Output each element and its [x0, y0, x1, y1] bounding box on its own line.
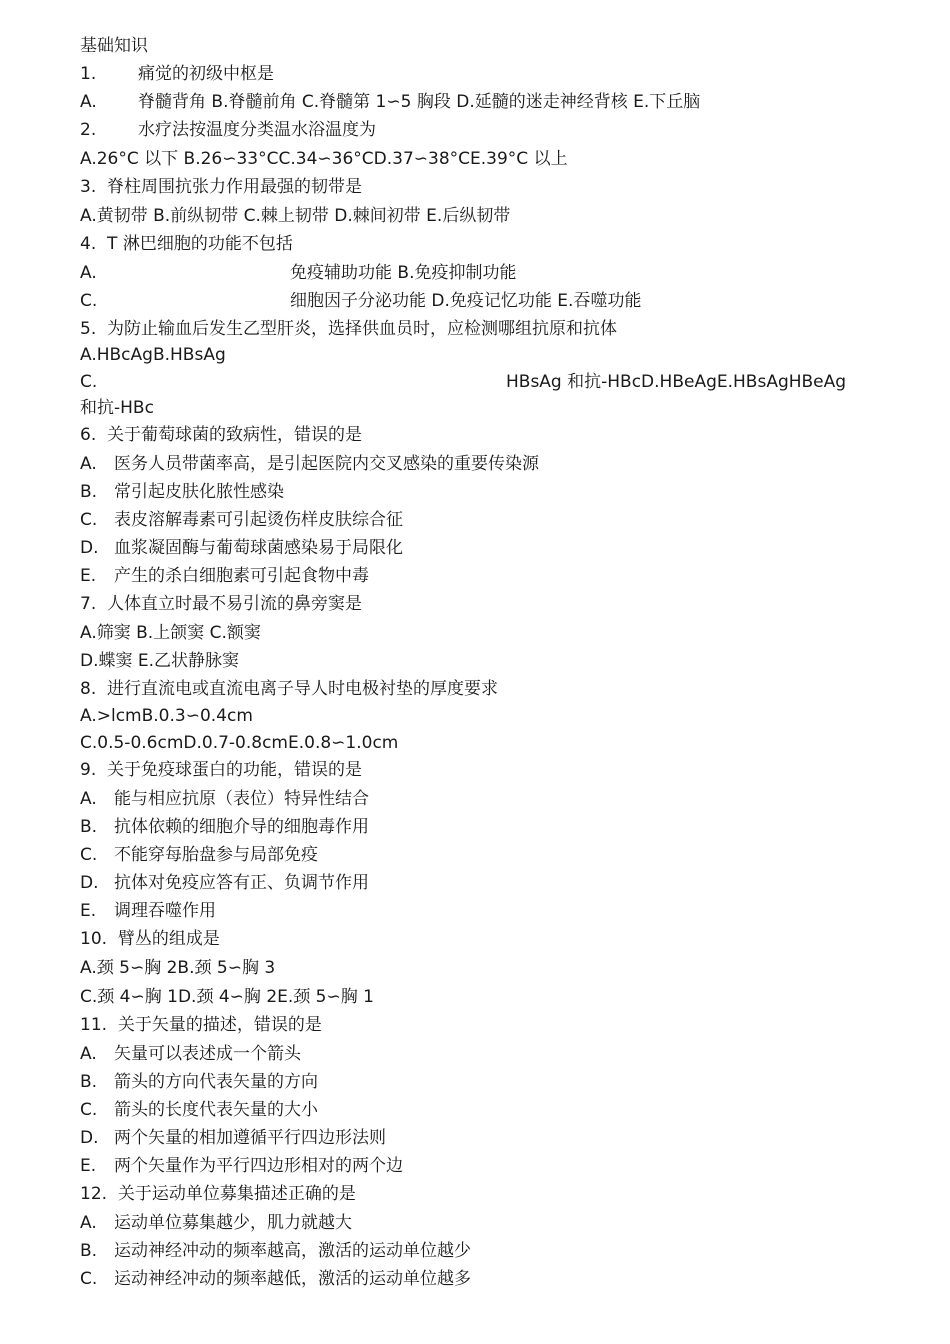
question-12-option — [80, 1268, 471, 1290]
question-10-options-row-1: A.颈 5∽胸 2B.颈 5∽胸 3 — [80, 958, 276, 978]
question-9-option — [80, 844, 318, 866]
question-1-text: 痛觉的初级中枢是 — [138, 64, 274, 84]
question-12-option — [80, 1240, 471, 1262]
question-1-option-label: A. — [80, 92, 97, 112]
question-10-stem: 10. 臂丛的组成是 — [80, 929, 220, 949]
option-label: B. — [80, 1072, 98, 1092]
option-text: 两个矢量的相加遵循平行四边形法则 — [114, 1128, 386, 1148]
option-text: 常引起皮肤化脓性感染 — [114, 482, 284, 502]
question-7-stem: 7. 人体直立时最不易引流的鼻旁窦是 — [80, 594, 363, 614]
question-1-options — [80, 91, 700, 113]
question-8-stem: 8. 进行直流电或直流电离子导人时电极衬垫的厚度要求 — [80, 679, 499, 699]
option-label: C. — [80, 1269, 98, 1289]
question-10-options-row-2: C.颈 4∽胸 1D.颈 4∽胸 2E.颈 5∽胸 1 — [80, 987, 374, 1007]
option-text: 能与相应抗原（表位）特异性结合 — [114, 789, 369, 809]
question-9-stem: 9. 关于免疫球蛋白的功能，错误的是 — [80, 760, 363, 780]
question-11-option — [80, 1155, 403, 1177]
question-3-options: A.黄韧带 B.前纵韧带 C.棘上韧带 D.棘间初带 E.后纵韧带 — [80, 206, 511, 226]
question-4-stem: 4. T 淋巴细胞的功能不包括 — [80, 234, 293, 254]
option-text: 产生的杀白细胞素可引起食物中毒 — [114, 566, 369, 586]
question-7-options-row-1: A.筛窦 B.上颌窦 C.额窦 — [80, 623, 261, 643]
question-5-stem: 5. 为防止输血后发生乙型肝炎，选择供血员时，应检测哪组抗原和抗体 — [80, 319, 618, 339]
question-9-option — [80, 816, 369, 838]
question-5-row-2-label: C. — [80, 372, 98, 392]
option-text: 血浆凝固酶与葡萄球菌感染易于局限化 — [114, 538, 403, 558]
question-5-options-row-3: 和抗-HBc — [80, 398, 154, 418]
question-9-option — [80, 900, 216, 922]
question-1-stem — [80, 63, 274, 85]
question-5-options-row-1: A.HBcAgB.HBsAg — [80, 345, 226, 365]
option-label: B. — [80, 817, 98, 837]
option-label: E. — [80, 901, 97, 921]
question-11-option — [80, 1071, 318, 1093]
option-text: 医务人员带菌率高，是引起医院内交叉感染的重要传染源 — [114, 454, 539, 474]
section-title-text: 基础知识 — [80, 36, 148, 56]
question-7-options-row-2: D.蝶窦 E.乙状静脉窦 — [80, 651, 240, 671]
option-label: A. — [80, 1213, 97, 1233]
question-4-options-row-2 — [80, 290, 641, 312]
question-3-stem: 3. 脊柱周围抗张力作用最强的韧带是 — [80, 177, 363, 197]
question-1-options-text: 脊髓背角 B.脊髓前角 C.脊髓第 1∽5 胸段 D.延髓的迷走神经背核 E.下丘脑 — [138, 92, 701, 112]
option-label: C. — [80, 1100, 98, 1120]
option-label: B. — [80, 482, 98, 502]
option-text: 调理吞噬作用 — [114, 901, 216, 921]
question-6-option — [80, 509, 403, 531]
option-text: 不能穿每胎盘参与局部免疫 — [114, 845, 318, 865]
option-label: E. — [80, 1156, 97, 1176]
option-text: 箭头的长度代表矢量的大小 — [114, 1100, 318, 1120]
option-text: 表皮溶解毒素可引起烫伤样皮肤综合征 — [114, 510, 403, 530]
option-text: 运动神经冲动的频率越低，激活的运动单位越多 — [114, 1269, 471, 1289]
question-4-row-2-label: C. — [80, 291, 98, 311]
question-9-option — [80, 872, 369, 894]
question-6-stem: 6. 关于葡萄球菌的致病性，错误的是 — [80, 425, 363, 445]
option-label: A. — [80, 1044, 97, 1064]
question-6-option — [80, 537, 403, 559]
option-text: 运动神经冲动的频率越高，激活的运动单位越少 — [114, 1241, 471, 1261]
option-label: D. — [80, 873, 99, 893]
option-label: C. — [80, 510, 98, 530]
option-text: 箭头的方向代表矢量的方向 — [114, 1072, 318, 1092]
question-11-option — [80, 1099, 318, 1121]
option-label: E. — [80, 566, 97, 586]
option-label: C. — [80, 845, 98, 865]
question-11-stem: 11. 关于矢量的描述，错误的是 — [80, 1015, 322, 1035]
question-6-option — [80, 565, 369, 587]
question-11-option — [80, 1127, 386, 1149]
option-label: D. — [80, 1128, 99, 1148]
question-2-text: 水疗法按温度分类温水浴温度为 — [138, 120, 376, 140]
option-text: 抗体依赖的细胞介导的细胞毒作用 — [114, 817, 369, 837]
section-title — [80, 35, 148, 57]
question-1-number: 1. — [80, 64, 97, 84]
option-label: A. — [80, 789, 97, 809]
option-text: 抗体对免疫应答有正、负调节作用 — [114, 873, 369, 893]
option-label: B. — [80, 1241, 98, 1261]
question-2-number: 2. — [80, 120, 97, 140]
option-text: 两个矢量作为平行四边形相对的两个边 — [114, 1156, 403, 1176]
question-4-row-2-text: 细胞因子分泌功能 D.免疫记忆功能 E.吞噬功能 — [290, 291, 642, 311]
question-12-option — [80, 1212, 352, 1234]
question-6-option — [80, 453, 539, 475]
option-label: A. — [80, 454, 97, 474]
option-text: 运动单位募集越少，肌力就越大 — [114, 1213, 352, 1233]
question-9-option — [80, 788, 369, 810]
question-8-options-row-2: C.0.5-0.6cmD.0.7-0.8cmE.0.8∽1.0cm — [80, 733, 399, 753]
question-6-option — [80, 481, 284, 503]
question-2-stem — [80, 119, 376, 141]
question-11-option — [80, 1043, 301, 1065]
option-text: 矢量可以表述成一个箭头 — [114, 1044, 301, 1064]
option-label: D. — [80, 538, 99, 558]
question-4-row-1-text: 免疫辅助功能 B.免疫抑制功能 — [290, 263, 517, 283]
question-4-row-1-label: A. — [80, 263, 97, 283]
question-5-row-2-text: HBsAg 和抗-HBcD.HBeAgE.HBsAgHBeAg — [506, 372, 847, 392]
question-8-options-row-1: A.>lcmB.0.3∽0.4cm — [80, 706, 253, 726]
question-2-options: A.26°C 以下 B.26∽33°CC.34∽36°CD.37∽38°CE.39°C 以上 — [80, 149, 568, 169]
question-4-options-row-1 — [80, 262, 516, 284]
question-12-stem: 12. 关于运动单位募集描述正确的是 — [80, 1184, 356, 1204]
question-5-options-row-2 — [80, 371, 846, 393]
